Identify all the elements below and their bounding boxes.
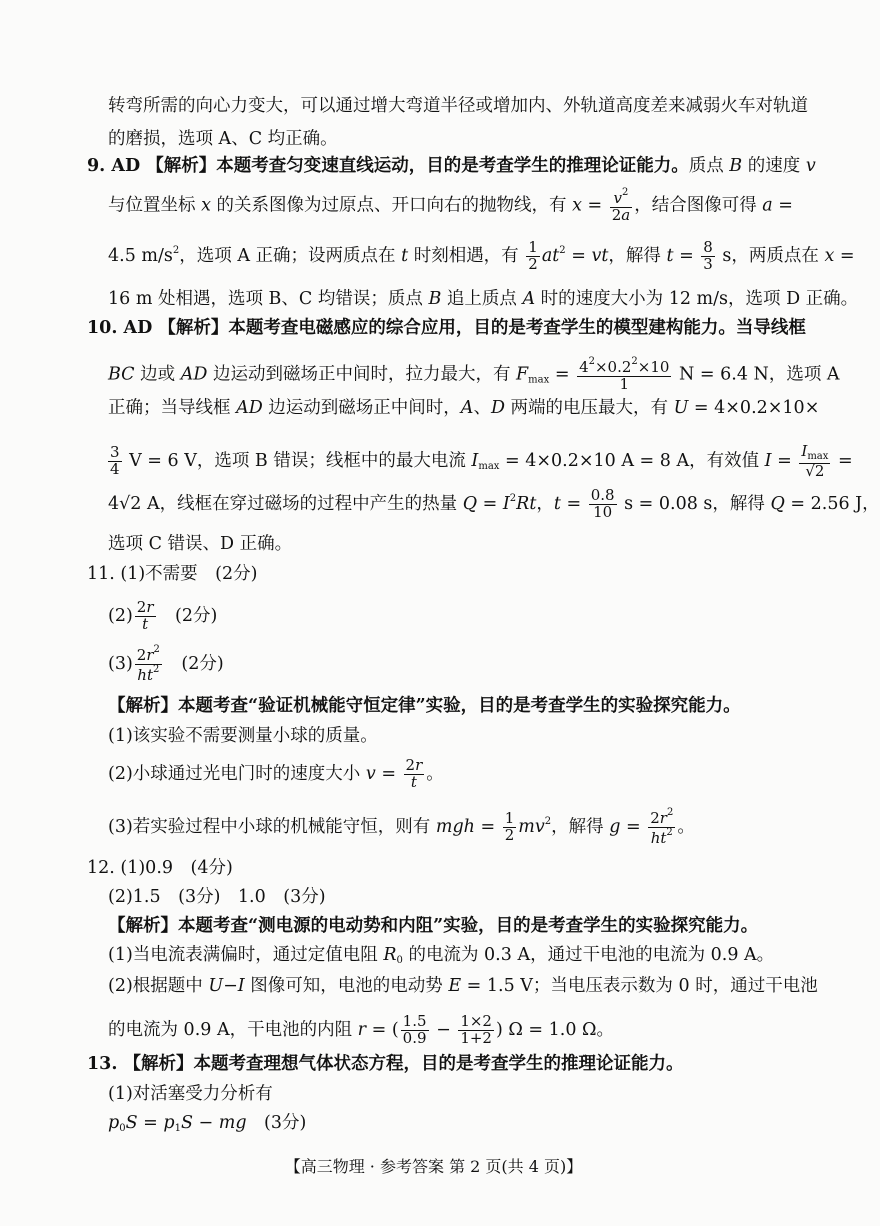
q11-analysis-3: (3)若实验过程中小球的机械能守恒，则有 mgh = $\frac{1}{2}$ $mv^2$，解得 g = $\frac{2r^2}{ht^2}$ 。 [108,807,695,847]
q10-line-1: 10. AD 【解析】本题考查电磁感应的综合应用，目的是考查学生的模型建构能力。当导线框 [87,318,806,338]
q10-line-5: 4√2 A，线框在穿过磁场的过程中产生的热量 $Q = I^2Rt$，t = $\frac{0.8}{10}$ s = 0.08 s，解得 Q = 2.56 J， [108,486,880,521]
q13-heading: 13. 【解析】本题考查理想气体状态方程，目的是考查学生的推理论证能力。 [87,1054,684,1074]
q12-analysis-2: (2)根据题中 U−I 图像可知，电池的电动势 E = 1.5 V；当电压表示数为 0 时，通过干电池 [108,976,818,996]
q11-analysis-heading: 【解析】本题考查“验证机械能守恒定律”实验，目的是考查学生的实验探究能力。 [108,696,741,716]
q12-answer-1: 12. (1)0.9 (4分) [87,858,233,878]
text-line-2: 的磨损，选项 A、C 均正确。 [108,129,338,149]
q10-line-4: $\frac{3}{4}$ V = 6 V，选项 B 错误；线框中的最大电流 $I_{max} = 4\times 0.2\times 10$ A = 8 A，有效值 I = $\frac{I_{max}}{√2}$ = [110,442,853,480]
q12-analysis-heading: 【解析】本题考查“测电源的电动势和内阻”实验，目的是考查学生的实验探究能力。 [108,916,759,936]
q12-answer-2: (2)1.5 (3分) 1.0 (3分) [108,887,326,907]
q11-answer-2: (2) $\frac{2r}{t}$ (2分) [108,598,218,633]
q12-analysis-1: (1)当电流表满偏时，通过定值电阻 $R_0$ 的电流为 0.3 A，通过干电池的电流为 0.9 A。 [108,945,775,966]
q9-line-1: 9. AD 【解析】本题考查匀变速直线运动，目的是考查学生的推理论证能力。质点 B 的速度 v [87,156,816,176]
q11-analysis-2: (2)小球通过光电门时的速度大小 v = $\frac{2r}{t}$ 。 [108,756,444,791]
text-line-1: 转弯所需的向心力变大，可以通过增大弯道半径或增加内、外轨道高度差来减弱火车对轨道 [108,96,808,116]
q11-answer-1: 11. (1)不需要 (2分) [87,564,258,584]
page-footer: 【高三物理 · 参考答案 第 2 页(共 4 页)】 [284,1157,583,1176]
q10-line-6: 选项 C 错误、D 正确。 [108,534,293,554]
q9-line-2: 与位置坐标 x 的关系图像为过原点、开口向右的抛物线，有 x = $\frac{v^2}{2a}$ ，结合图像可得 a = [108,187,793,224]
q11-answer-3: (3) $\frac{2r^2}{ht^2}$ (2分) [108,644,224,684]
q11-analysis-1: (1)该实验不需要测量小球的质量。 [108,726,378,746]
q13-step-1: (1)对活塞受力分析有 [108,1084,273,1104]
q10-line-2: BC 边或 AD 边运动到磁场正中间时，拉力最大，有 $F_{max}$ = $\frac{4^2\times 0.2^2\times 10}{1}$ N = 6.4 N，选项 A [108,356,840,393]
q12-analysis-3: 的电流为 0.9 A，干电池的内阻 r = ( $\frac{1.5}{0.9}$ − $\frac{1\times 2}{1+2}$ ) Ω = 1.0 Ω。 [108,1012,615,1047]
q10-line-3: 正确；当导线框 AD 边运动到磁场正中间时，A、D 两端的电压最大，有 U = 4×0.2×10× [108,398,820,418]
q13-equation: $p_0S = p_1S$ − mg (3分) [108,1113,307,1134]
q9-line-3: 4.5 $m/s^2$，选项 A 正确；设两质点在 t 时刻相遇，有 $\frac{1}{2}$ $at^2$ = vt，解得 t = $\frac{8}{3}$ s，两质点在 x = [108,238,855,273]
q9-line-4: 16 m 处相遇，选项 B、C 均错误；质点 B 追上质点 A 时的速度大小为 12 m/s，选项 D 正确。 [108,289,859,309]
